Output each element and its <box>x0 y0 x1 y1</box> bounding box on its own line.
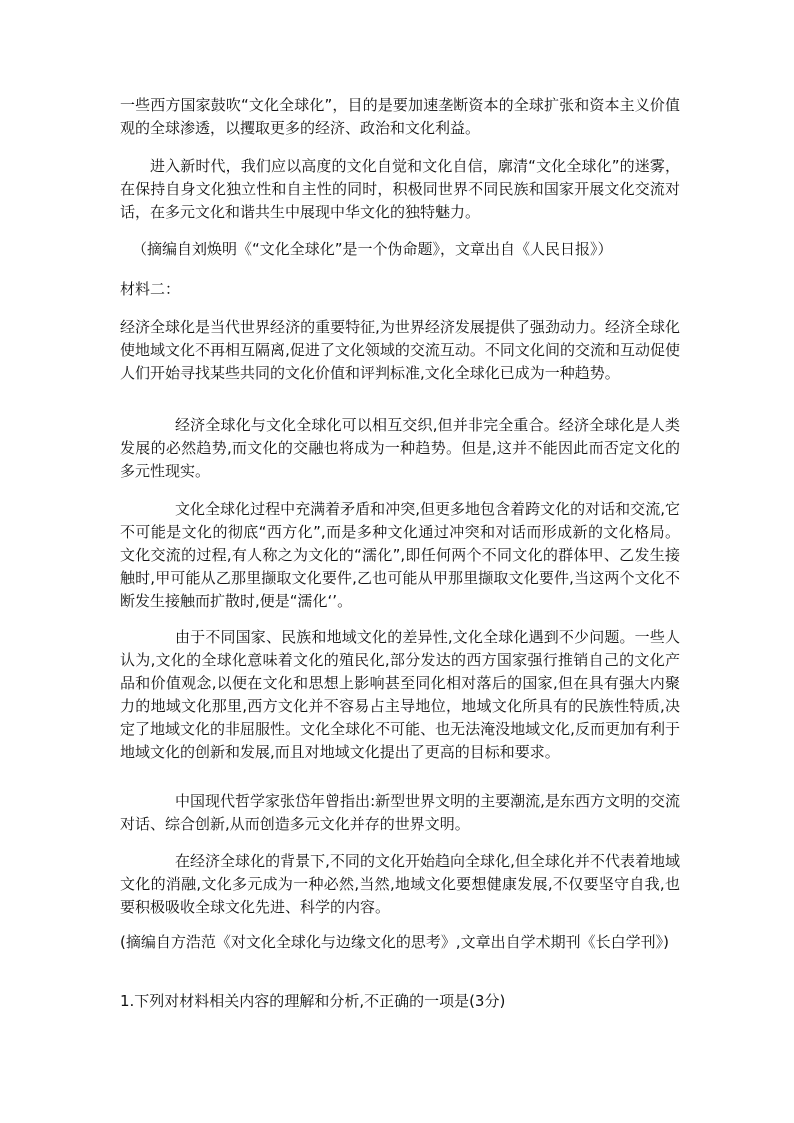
citation-source-1: （摘编自刘焕明《“文化全球化”是一个伪命题》，文章出自《人民日报》） <box>132 240 613 258</box>
paragraph-economic-globalization: 经济全球化是当代世界经济的重要特征,为世界经济发展提供了强劲动力。经济全球化使地域文化不再相互隔离,促进了文化领域的交流互动。不同文化间的交流和互动促使人们开始寻找某些共同的文化价值和评判标准,文化全球化已成为一种趋势。 <box>120 318 680 382</box>
paragraph-intertwine: 经济全球化与文化全球化可以相互交织,但并非完全重合。经济全球化是人类发展的必然趋势,而文化的交融也将成为一种趋势。但是,这并不能因此而否定文化的多元性现实。 <box>120 416 680 480</box>
section-heading-material-2: 材料二： <box>120 280 181 298</box>
paragraph-intro: 一些西方国家鼓吹“文化全球化”，目的是要加速垄断资本的全球扩张和资本主义价值观的全球渗透，以攫取更多的经济、政治和文化利益。 <box>120 96 680 137</box>
question-1: 1.下列对材料相关内容的理解和分析,不正确的一项是(3分) <box>120 992 506 1010</box>
paragraph-background: 在经济全球化的背景下,不同的文化开始趋向全球化,但全球化并不代表着地域文化的消融,文化多元成为一种必然,当然,地域文化要想健康发展,不仅要坚守自我,也要积极吸收全球文化先进、科学的内容。 <box>120 852 680 916</box>
paragraph-zhang-dainian: 中国现代哲学家张岱年曾指出:新型世界文明的主要潮流,是东西方文明的交流对话、综合创新,从而创造多元文化并存的世界文明。 <box>120 792 680 833</box>
citation-source-2: (摘编自方浩范《对文化全球化与边缘文化的思考》,文章出自学术期刊《长白学刊》) <box>120 933 669 951</box>
paragraph-conflict-dialogue: 文化全球化过程中充满着矛盾和冲突,但更多地包含着跨文化的对话和交流,它不可能是文化的彻底“西方化”,而是多种文化通过冲突和对话而形成新的文化格局。文化交流的过程,有人称之为文化的“濡化”,即任何两个不同文化的群体甲、乙发生接触时,甲可能从乙那里撷取文化要件,乙也可能从甲那里撷取文化要件,当这两个文化不断发生接触而扩散时,便是“濡化‘’。 <box>120 500 680 610</box>
paragraph-new-era: 进入新时代，我们应以高度的文化自觉和文化自信，廓清“文化全球化”的迷雾，在保持自身文化独立性和自主性的同时，积极同世界不同民族和国家开展文化交流对话，在多元文化和谐共生中展现中华文化的独特魅力。 <box>120 157 680 221</box>
paragraph-differences: 由于不同国家、民族和地域文化的差异性,文化全球化遇到不少问题。一些人认为,文化的全球化意味着文化的殖民化,部分发达的西方国家强行推销自己的文化产品和价值观念,以便在文化和思想上影响甚至同化相对落后的国家,但在具有强大内聚力的地域文化那里,西方文化并不容易占主导地位，地域文化所具有的民族性特质,决定了地域文化的非屈服性。文化全球化不可能、也无法淹没地域文化,反而更加有利于地域文化的创新和发展,而且对地域文化提出了更高的目标和要求。 <box>120 628 680 761</box>
